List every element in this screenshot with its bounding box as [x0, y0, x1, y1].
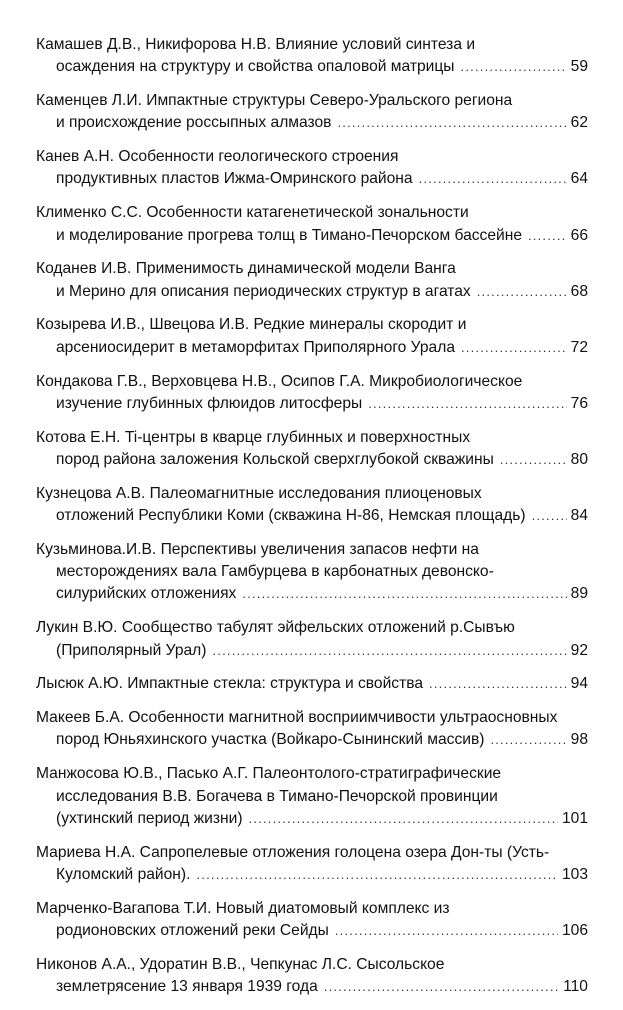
- toc-entry-title: Клименко С.С. Особенности катагенетической зональности: [36, 204, 469, 222]
- toc-entry-title: Манжосова Ю.В., Пасько А.Г. Палеонтолого-стратиграфические: [36, 765, 502, 783]
- toc-entry-title-continuation: [36, 56, 588, 78]
- toc-entry: [36, 673, 588, 695]
- toc-entry-title-continuation: [36, 281, 588, 303]
- toc-entry: [36, 146, 588, 191]
- toc-entry-title: Кондакова Г.В., Верховцева Н.В., Осипов Г.А. Микробиологическое: [36, 372, 523, 390]
- toc-entry-text: Куломский район).: [56, 865, 191, 883]
- toc-entry: [36, 90, 588, 135]
- toc-entry-text: и моделирование прогрева толщ в Тимано-Печорском бассейне: [56, 226, 522, 244]
- toc-entry: [36, 898, 588, 943]
- toc-entry-text: землетрясение 13 января 1939 года: [56, 978, 318, 996]
- toc-entry-title-continuation: [36, 393, 588, 415]
- toc-entry: [36, 371, 588, 416]
- dot-leader: [461, 56, 567, 78]
- toc-entry-text: и Мерино для описания периодических структур в агатах: [56, 282, 471, 300]
- page-number: 94: [570, 675, 588, 693]
- toc-entry: [36, 954, 588, 999]
- dot-leader: [419, 168, 567, 190]
- dot-leader: [212, 640, 566, 662]
- toc-entry-title: [36, 673, 588, 695]
- dot-leader: [337, 112, 566, 134]
- toc-entry: [36, 258, 588, 303]
- toc-entry-title-continuation: [36, 729, 588, 751]
- toc-entry-title-continuation: [36, 112, 588, 134]
- toc-entry-title: Мариева Н.А. Сапропелевые отложения голоцена озера Дон-ты (Усть-: [36, 843, 550, 861]
- toc-entry-title: Козырева И.В., Швецова И.В. Редкие минералы скородит и: [36, 316, 467, 334]
- toc-entry-title-continuation: исследования В.В. Богачева в Тимано-Печорской провинции: [56, 787, 498, 805]
- toc-entry: [36, 314, 588, 359]
- toc-entry-title: Котова Е.Н. Ti-центры в кварце глубинных и поверхностных: [36, 428, 471, 446]
- dot-leader: [490, 729, 566, 751]
- toc-entry-title-continuation: [36, 864, 588, 886]
- dot-leader: [242, 583, 566, 605]
- dot-leader: [249, 808, 558, 830]
- toc-entry-text: продуктивных пластов Ижма-Омринского района: [56, 170, 413, 188]
- toc-entry-title-continuation: [36, 505, 588, 527]
- dot-leader: [324, 976, 559, 998]
- toc-entry-title-continuation: [36, 449, 588, 471]
- toc-entry-text: родионовских отложений реки Сейды: [56, 922, 329, 939]
- dot-leader: [528, 225, 567, 247]
- toc-entry-text: силурийских отложениях: [56, 585, 237, 603]
- page-number: 62: [570, 114, 588, 132]
- toc-entry-title-continuation: [36, 640, 588, 662]
- toc-entry-title-continuation: [36, 920, 588, 942]
- toc-entry-title: Кузьминова.И.В. Перспективы увеличения запасов нефти на: [36, 540, 479, 558]
- page-number: 110: [563, 978, 588, 996]
- toc-entry-title: Канев А.Н. Особенности геологического строения: [36, 148, 399, 166]
- toc-entry: [36, 427, 588, 472]
- toc-entry-text: Лысюк А.Ю. Импактные стекла: структура и свойства: [36, 675, 424, 693]
- toc-entry-title: Камашев Д.В., Никифорова Н.В. Влияние условий синтеза и: [36, 36, 476, 53]
- page-number: 84: [570, 507, 588, 525]
- page-number: 64: [570, 170, 588, 188]
- toc-entry-title: Коданев И.В. Применимость динамической модели Ванга: [36, 260, 456, 278]
- page-number: 89: [570, 585, 588, 603]
- toc-entry-text: отложений Республики Коми (скважина Н-86, Немская площадь): [56, 507, 526, 525]
- toc-entry-text: (Приполярный Урал): [56, 641, 207, 659]
- toc-entry-text: изучение глубинных флюидов литосферы: [56, 394, 363, 412]
- dot-leader: [368, 393, 566, 415]
- dot-leader: [335, 920, 558, 942]
- page-number: 103: [561, 865, 588, 883]
- toc-entry-text: пород Юньяхинского участка (Войкаро-Сынинский массив): [56, 731, 485, 749]
- page-number: 106: [561, 922, 588, 939]
- dot-leader: [532, 505, 567, 527]
- toc-entry-title: Кузнецова А.В. Палеомагнитные исследования плиоценовых: [36, 484, 482, 502]
- toc-entry-title-continuation: месторождениях вала Гамбурцева в карбонатных девонско-: [56, 563, 494, 581]
- dot-leader: [477, 281, 567, 303]
- table-of-contents: [36, 34, 588, 1010]
- page-number: 72: [570, 338, 588, 356]
- toc-entry-title: Каменцев Л.И. Импактные структуры Северо-Уральского региона: [36, 92, 513, 110]
- toc-entry-title: Макеев Б.А. Особенности магнитной восприимчивости ультраосновных: [36, 709, 558, 727]
- toc-entry: [36, 617, 588, 662]
- toc-entry: [36, 34, 588, 79]
- toc-entry-text: арсениосидерит в метаморфитах Приполярного Урала: [56, 338, 455, 356]
- toc-entry-title-continuation: [36, 337, 588, 359]
- toc-entry-text: пород района заложения Кольской сверхглубокой скважины: [56, 450, 494, 468]
- toc-entry-title: Лукин В.Ю. Сообщество табулят эйфельских отложений р.Сывъю: [36, 619, 515, 637]
- toc-entry-title-continuation: [36, 583, 588, 605]
- toc-entry: [36, 202, 588, 247]
- toc-entry-text: и происхождение россыпных алмазов: [56, 114, 332, 132]
- page-number: 59: [570, 58, 588, 76]
- dot-leader: [196, 864, 558, 886]
- toc-entry-text: (ухтинский период жизни): [56, 809, 243, 827]
- toc-entry-title-continuation: [36, 808, 588, 830]
- toc-entry: [36, 707, 588, 752]
- toc-entry-title-continuation: [36, 168, 588, 190]
- dot-leader: [429, 673, 567, 695]
- page-number: 92: [570, 641, 588, 659]
- toc-entry: [36, 842, 588, 887]
- page-number: 101: [561, 809, 588, 827]
- toc-entry-title: Марченко-Вагапова Т.И. Новый диатомовый комплекс из: [36, 899, 450, 917]
- dot-leader: [461, 337, 567, 359]
- toc-entry-title: Никонов А.А., Удоратин В.В., Чепкунас Л.С. Сысольское: [36, 955, 445, 973]
- page-number: 76: [570, 394, 588, 412]
- dot-leader: [500, 449, 567, 471]
- toc-entry-title-continuation: [36, 976, 588, 998]
- toc-entry: [36, 483, 588, 528]
- page-number: 66: [570, 226, 588, 244]
- toc-entry-title-continuation: [36, 225, 588, 247]
- toc-entry-text: осаждения на структуру и свойства опаловой матрицы: [56, 58, 455, 76]
- toc-entry: [36, 763, 588, 830]
- page-number: 80: [570, 450, 588, 468]
- page-number: 98: [570, 731, 588, 749]
- page-number: 68: [570, 282, 588, 300]
- toc-entry: [36, 539, 588, 606]
